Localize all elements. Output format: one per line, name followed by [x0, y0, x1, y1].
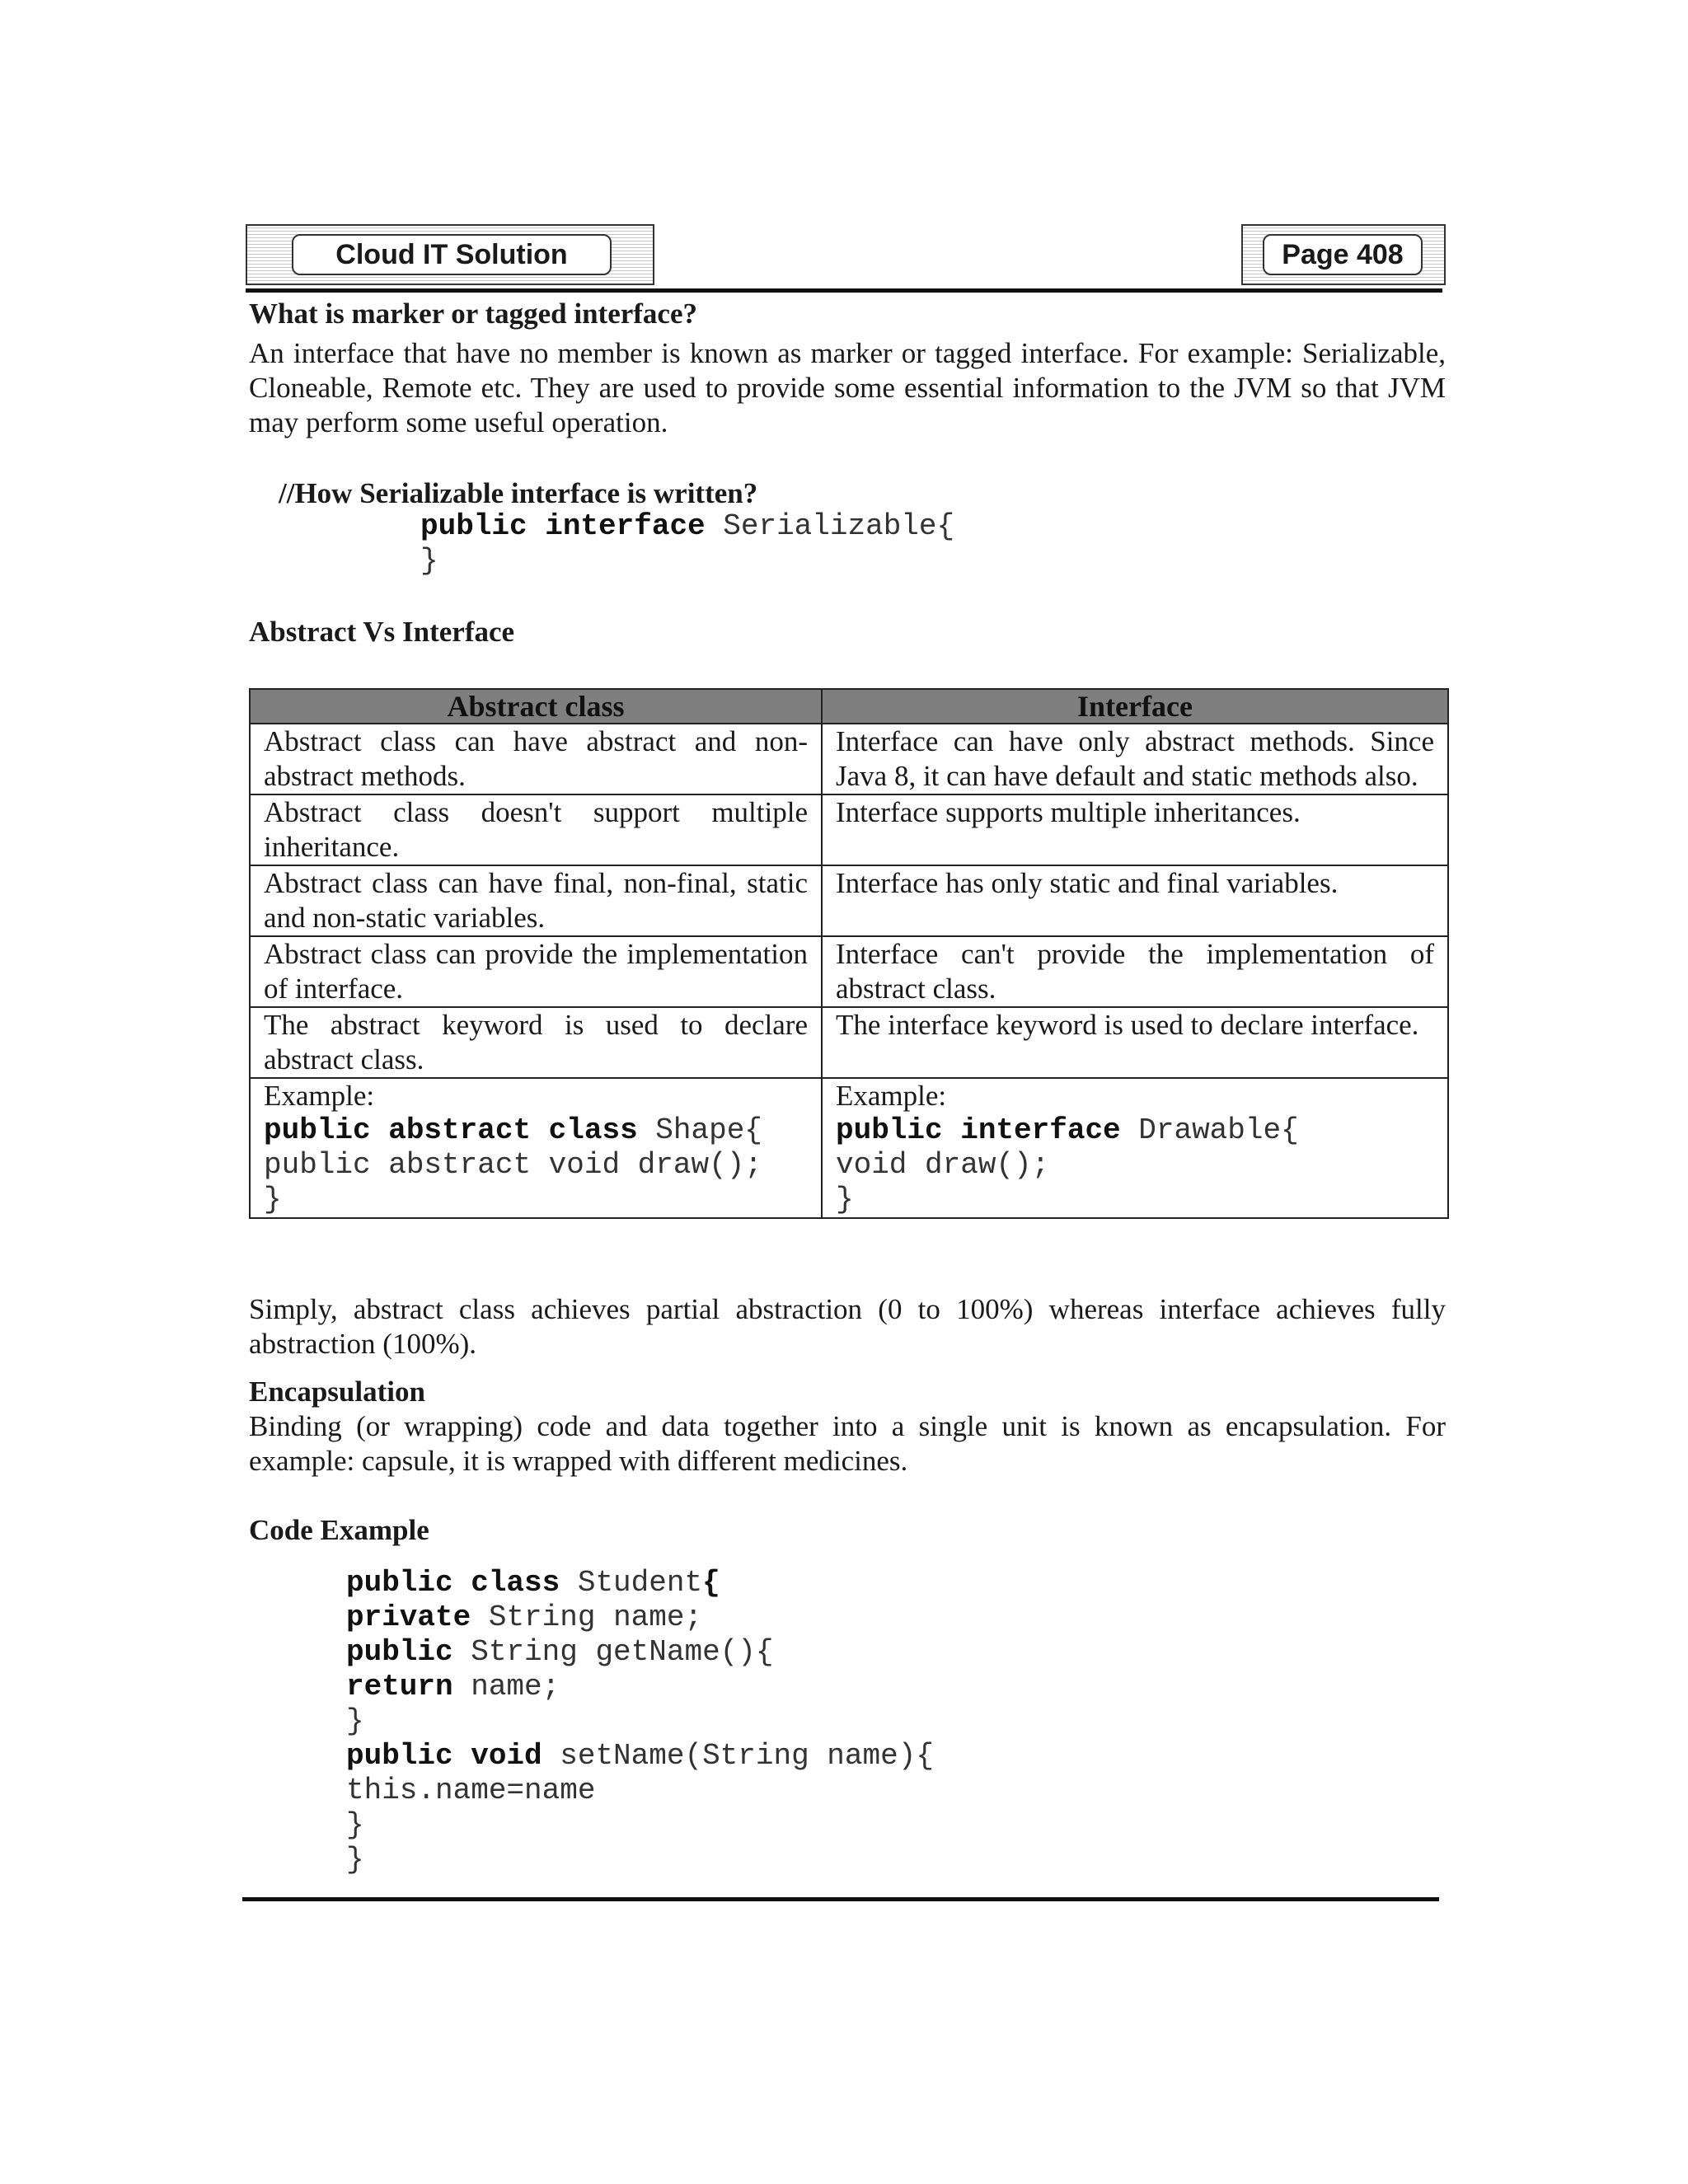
header-page-box [1241, 224, 1446, 285]
table-cell-abstract: Abstract class can have final, non-final, static and non-static variables. [250, 865, 822, 936]
header-title: Cloud IT Solution [292, 234, 612, 275]
code-example-heading: Code Example [249, 1514, 429, 1546]
code-text: setName(String name){ [542, 1739, 934, 1773]
comparison-heading: Abstract Vs Interface [249, 616, 515, 648]
comparison-table [249, 688, 1449, 1219]
abstract-example-line2: public abstract void draw(); [264, 1148, 762, 1182]
code-line [346, 1843, 364, 1877]
interface-example-line3: } [836, 1183, 854, 1216]
column-header-interface: Interface [822, 689, 1448, 724]
table-row [250, 794, 1448, 865]
column-header-abstract: Abstract class [250, 689, 822, 724]
interface-example-line2: void draw(); [836, 1148, 1050, 1182]
header-rule [246, 288, 1442, 293]
summary-paragraph: Simply, abstract class achieves partial abstraction (0 to 100%) whereas interface achieves fully abstraction (100%). [249, 1293, 1446, 1360]
code-keyword: public interface [420, 509, 706, 543]
table-cell-abstract: Abstract class doesn't support multiple inheritance. [250, 794, 822, 865]
serializable-code-close: } [420, 544, 438, 578]
code-text: Student [560, 1566, 703, 1600]
table-row-example [250, 1078, 1448, 1218]
table-header-row [250, 689, 1448, 724]
code-text: String name; [471, 1601, 703, 1634]
table-row [250, 1007, 1448, 1078]
encapsulation-paragraph: Binding (or wrapping) code and data together into a single unit is known as encapsulation. For example: capsule, it is wrapped with different medicines. [249, 1410, 1446, 1477]
code-text: Serializable{ [705, 509, 955, 543]
table-cell-interface: Interface supports multiple inheritances. [822, 794, 1448, 865]
table-cell-interface: The interface keyword is used to declare interface. [822, 1007, 1448, 1078]
table-row [250, 936, 1448, 1007]
table-cell-interface: Interface can have only abstract methods. Since Java 8, it can have default and static methods also. [822, 724, 1448, 794]
table-cell-abstract: Abstract class can provide the implementation of interface. [250, 936, 822, 1007]
code-text: } [346, 1843, 364, 1877]
code-text: this.name=name [346, 1774, 596, 1807]
code-brace: { [702, 1566, 720, 1600]
code-keyword: public abstract class [264, 1113, 638, 1147]
code-line [346, 1704, 364, 1739]
encapsulation-heading: Encapsulation [249, 1376, 425, 1408]
table-cell-abstract-example [250, 1078, 822, 1218]
table-cell-interface: Interface has only static and final variables. [822, 865, 1448, 936]
abstract-example-line1 [264, 1113, 808, 1148]
code-line [346, 1635, 774, 1670]
code-text: String getName(){ [452, 1635, 774, 1669]
serializable-comment: //How Serializable interface is written? [279, 477, 758, 509]
code-line [346, 1808, 364, 1843]
table-cell-abstract: Abstract class can have abstract and non-abstract methods. [250, 724, 822, 794]
table-row [250, 724, 1448, 794]
code-text: } [346, 1704, 364, 1738]
code-line [346, 1670, 560, 1704]
code-line [346, 1566, 720, 1601]
marker-heading: What is marker or tagged interface? [249, 298, 698, 330]
code-line [346, 1601, 702, 1635]
table-cell-interface-example [822, 1078, 1448, 1218]
table-row [250, 865, 1448, 936]
table-cell-abstract: The abstract keyword is used to declare abstract class. [250, 1007, 822, 1078]
example-label: Example: [264, 1080, 375, 1112]
table-cell-interface: Interface can't provide the implementation of abstract class. [822, 936, 1448, 1007]
code-text: Shape{ [637, 1113, 762, 1147]
footer-rule [242, 1897, 1439, 1901]
code-keyword: public class [346, 1566, 560, 1600]
interface-example-line1 [836, 1113, 1434, 1148]
code-keyword: public void [346, 1739, 542, 1773]
code-keyword: return [346, 1670, 453, 1704]
code-text: Drawable{ [1120, 1113, 1299, 1147]
page-number: Page 408 [1263, 234, 1423, 275]
code-keyword: private [346, 1601, 471, 1634]
code-text: name; [452, 1670, 560, 1704]
header-title-box [246, 224, 654, 285]
code-text: } [346, 1808, 364, 1842]
code-line [346, 1739, 934, 1774]
code-keyword: public [346, 1635, 453, 1669]
abstract-example-line3: } [264, 1183, 282, 1216]
code-line [346, 1774, 595, 1808]
marker-paragraph: An interface that have no member is known as marker or tagged interface. For example: Serializable, Cloneable, Remote etc. They are used to provide some essential information to the JVM so that JVM may perform some useful operation. [249, 337, 1446, 438]
example-label: Example: [836, 1080, 947, 1112]
serializable-code-line [420, 509, 954, 544]
code-keyword: public interface [836, 1113, 1121, 1147]
